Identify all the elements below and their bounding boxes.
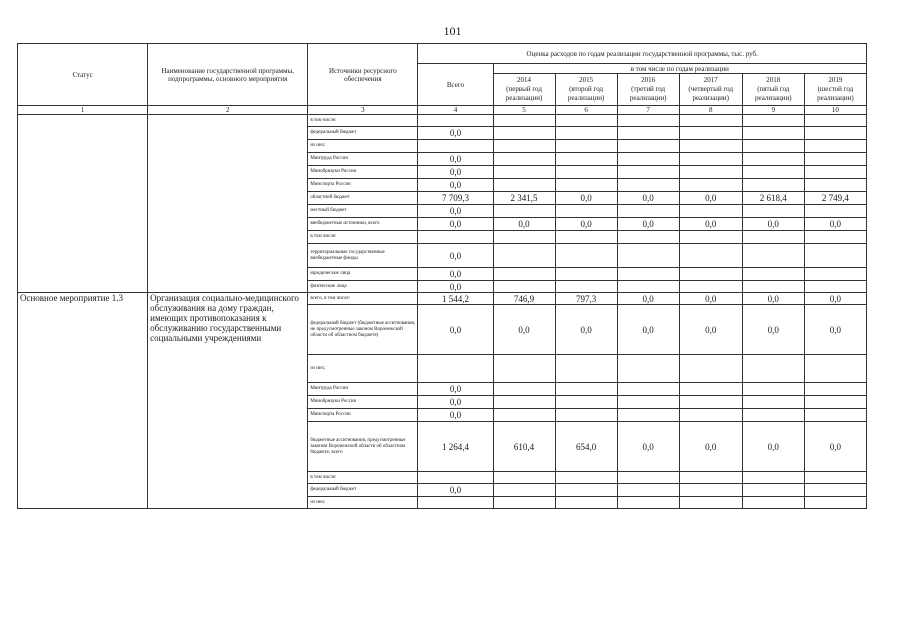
year-value-cell: 0,0 [617, 305, 679, 355]
year-value-cell [493, 396, 555, 409]
year-value-cell [804, 179, 866, 192]
year-value-cell [493, 497, 555, 509]
total-value-cell: 0,0 [418, 409, 493, 422]
year-value-cell: 0,0 [742, 218, 804, 231]
source-cell: федеральный бюджет [308, 484, 418, 497]
year-value-cell [804, 205, 866, 218]
header-year-1 [493, 74, 555, 106]
year-value-cell [493, 484, 555, 497]
year-value-cell [742, 396, 804, 409]
column-number: 7 [617, 106, 679, 115]
year-value-cell [617, 383, 679, 396]
year-value-cell [555, 268, 617, 281]
year-value-cell [555, 355, 617, 383]
column-number: 8 [679, 106, 742, 115]
year-value-cell [679, 179, 742, 192]
year-value-cell [679, 383, 742, 396]
year-value-cell [493, 115, 555, 127]
year-value-cell: 2 618,4 [742, 192, 804, 205]
column-number: 4 [418, 106, 493, 115]
source-cell: из них: [308, 497, 418, 509]
year-value-cell [617, 355, 679, 383]
year-value-cell [742, 115, 804, 127]
total-value-cell [418, 140, 493, 153]
total-value-cell [418, 472, 493, 484]
total-value-cell [418, 231, 493, 244]
header-year-6 [804, 74, 866, 106]
column-number: 2 [148, 106, 308, 115]
year-value-cell [804, 355, 866, 383]
year-value-cell: 0,0 [555, 218, 617, 231]
year-value-cell [742, 472, 804, 484]
measure-status-cell: Основное мероприятие 1.3 [18, 293, 148, 509]
year-value-cell [742, 140, 804, 153]
source-cell: из них: [308, 140, 418, 153]
year-value-cell [493, 153, 555, 166]
header-year-label: (первый год реализации) [505, 85, 543, 102]
year-value-cell: 0,0 [617, 192, 679, 205]
year-value-cell [555, 472, 617, 484]
year-value-cell [679, 409, 742, 422]
total-value-cell [418, 115, 493, 127]
year-value-cell [679, 231, 742, 244]
header-year-value: 2015 [579, 76, 594, 84]
year-value-cell: 0,0 [804, 293, 866, 305]
year-value-cell [555, 140, 617, 153]
source-cell: внебюджетные источники, всего [308, 218, 418, 231]
column-number: 9 [742, 106, 804, 115]
year-value-cell [493, 231, 555, 244]
year-value-cell [804, 153, 866, 166]
year-value-cell [493, 140, 555, 153]
year-value-cell: 0,0 [679, 305, 742, 355]
year-value-cell [679, 497, 742, 509]
year-value-cell: 0,0 [493, 305, 555, 355]
year-value-cell [679, 140, 742, 153]
year-value-cell [493, 205, 555, 218]
total-value-cell: 0,0 [418, 127, 493, 140]
year-value-cell [804, 231, 866, 244]
year-value-cell [804, 244, 866, 268]
year-value-cell [617, 472, 679, 484]
year-value-cell [555, 484, 617, 497]
year-value-cell [617, 115, 679, 127]
source-cell: в том числе: [308, 472, 418, 484]
total-value-cell: 0,0 [418, 166, 493, 179]
page-number: 101 [443, 24, 462, 38]
year-value-cell [617, 153, 679, 166]
header-total: Всего [418, 64, 493, 106]
source-cell: Минтруда России [308, 383, 418, 396]
total-value-cell: 1 544,2 [418, 293, 493, 305]
total-value-cell: 0,0 [418, 205, 493, 218]
header-name: Наименование государственной программы, подпрограммы, основного мероприятия [148, 44, 308, 106]
source-cell: Минтруда России [308, 153, 418, 166]
year-value-cell: 0,0 [679, 218, 742, 231]
year-value-cell [493, 383, 555, 396]
column-number: 5 [493, 106, 555, 115]
year-value-cell [742, 268, 804, 281]
year-value-cell [679, 281, 742, 293]
year-value-cell [617, 231, 679, 244]
year-value-cell [617, 205, 679, 218]
total-value-cell: 7 709,3 [418, 192, 493, 205]
year-value-cell: 0,0 [742, 422, 804, 472]
year-value-cell [742, 281, 804, 293]
year-value-cell: 746,9 [493, 293, 555, 305]
year-value-cell [617, 396, 679, 409]
year-value-cell [617, 179, 679, 192]
year-value-cell [804, 140, 866, 153]
table-header [18, 44, 867, 115]
source-cell: в том числе: [308, 115, 418, 127]
year-value-cell [493, 166, 555, 179]
table-row [18, 293, 867, 305]
total-value-cell [418, 355, 493, 383]
year-value-cell [742, 497, 804, 509]
year-value-cell [679, 115, 742, 127]
year-value-cell: 2 341,5 [493, 192, 555, 205]
year-value-cell [493, 355, 555, 383]
year-value-cell [555, 281, 617, 293]
year-value-cell [493, 179, 555, 192]
source-cell: юридические лица [308, 268, 418, 281]
year-value-cell: 0,0 [617, 218, 679, 231]
year-value-cell [742, 231, 804, 244]
year-value-cell [679, 205, 742, 218]
year-value-cell [679, 472, 742, 484]
year-value-cell [555, 179, 617, 192]
year-value-cell: 0,0 [617, 293, 679, 305]
year-value-cell: 0,0 [742, 293, 804, 305]
source-cell: физические лица [308, 281, 418, 293]
source-cell: бюджетные ассигнования, предусмотренные законом Воронежской области об областном бюджете, всего [308, 422, 418, 472]
source-cell: всего, в том числе: [308, 293, 418, 305]
source-cell: местный бюджет [308, 205, 418, 218]
total-value-cell: 0,0 [418, 218, 493, 231]
year-value-cell [555, 153, 617, 166]
source-cell: Минспорта России [308, 179, 418, 192]
year-value-cell [804, 268, 866, 281]
header-year-value: 2014 [517, 76, 532, 84]
year-value-cell [679, 153, 742, 166]
total-value-cell: 0,0 [418, 281, 493, 293]
year-value-cell [555, 396, 617, 409]
year-value-cell: 0,0 [617, 422, 679, 472]
year-value-cell: 0,0 [679, 192, 742, 205]
year-value-cell [742, 355, 804, 383]
year-value-cell [804, 497, 866, 509]
source-cell: территориальные государственные внебюджетные фонды [308, 244, 418, 268]
year-value-cell [555, 497, 617, 509]
year-value-cell [617, 268, 679, 281]
year-value-cell [804, 383, 866, 396]
year-value-cell [493, 281, 555, 293]
header-status: Статус [18, 44, 148, 106]
year-value-cell [617, 497, 679, 509]
year-value-cell [742, 166, 804, 179]
year-value-cell: 0,0 [555, 305, 617, 355]
header-year-value: 2017 [703, 76, 718, 84]
year-value-cell [804, 115, 866, 127]
source-cell: областной бюджет [308, 192, 418, 205]
year-value-cell: 0,0 [804, 218, 866, 231]
total-value-cell: 0,0 [418, 484, 493, 497]
year-value-cell [679, 166, 742, 179]
total-value-cell: 1 264,4 [418, 422, 493, 472]
year-value-cell [555, 127, 617, 140]
name-cell [148, 115, 308, 293]
year-value-cell [555, 231, 617, 244]
year-value-cell [617, 244, 679, 268]
total-value-cell: 0,0 [418, 305, 493, 355]
total-value-cell: 0,0 [418, 383, 493, 396]
year-value-cell: 2 749,4 [804, 192, 866, 205]
header-years-group: в том числе по годам реализации [493, 64, 867, 74]
measure-name-cell: Организация социально-медицинского обслуживания на дому граждан, имеющих противопоказания к обслуживанию государственными социальными учреждениями [148, 293, 308, 509]
year-value-cell [679, 396, 742, 409]
year-value-cell [617, 140, 679, 153]
year-value-cell: 610,4 [493, 422, 555, 472]
column-number: 1 [18, 106, 148, 115]
source-cell: в том числе: [308, 231, 418, 244]
year-value-cell: 0,0 [804, 422, 866, 472]
year-value-cell [617, 409, 679, 422]
year-value-cell [742, 244, 804, 268]
year-value-cell [493, 268, 555, 281]
year-value-cell [742, 205, 804, 218]
year-value-cell [804, 396, 866, 409]
header-year-label: (пятый год реализации) [755, 85, 792, 102]
source-cell: федеральный бюджет [308, 127, 418, 140]
total-value-cell: 0,0 [418, 396, 493, 409]
total-value-cell [418, 497, 493, 509]
year-value-cell [493, 409, 555, 422]
total-value-cell: 0,0 [418, 268, 493, 281]
year-value-cell [742, 484, 804, 497]
budget-table [17, 43, 867, 509]
column-numbers-row [18, 106, 867, 115]
year-value-cell: 0,0 [679, 293, 742, 305]
year-value-cell [555, 409, 617, 422]
header-year-value: 2016 [641, 76, 656, 84]
year-value-cell [742, 179, 804, 192]
column-number: 6 [555, 106, 617, 115]
column-number: 3 [308, 106, 418, 115]
year-value-cell [555, 205, 617, 218]
header-year-label: (четвертый год реализации) [688, 85, 734, 102]
year-value-cell [679, 484, 742, 497]
total-value-cell: 0,0 [418, 179, 493, 192]
year-value-cell [804, 281, 866, 293]
table-body [18, 115, 867, 509]
status-cell [18, 115, 148, 293]
year-value-cell [742, 383, 804, 396]
source-cell: Минобрнауки России [308, 396, 418, 409]
year-value-cell [555, 244, 617, 268]
table-row [18, 115, 867, 127]
year-value-cell: 0,0 [742, 305, 804, 355]
year-value-cell [617, 127, 679, 140]
year-value-cell [742, 127, 804, 140]
source-cell: Минспорта России [308, 409, 418, 422]
year-value-cell [742, 409, 804, 422]
year-value-cell [555, 115, 617, 127]
year-value-cell: 0,0 [679, 422, 742, 472]
year-value-cell [493, 472, 555, 484]
source-cell: Минобрнауки России [308, 166, 418, 179]
year-value-cell [804, 127, 866, 140]
header-year-label: (шестой год реализации) [817, 85, 854, 102]
year-value-cell [804, 166, 866, 179]
year-value-cell [493, 244, 555, 268]
header-estimate: Оценка расходов по годам реализации государственной программы, тыс. руб. [418, 44, 867, 64]
header-year-value: 2019 [828, 76, 843, 84]
year-value-cell [617, 166, 679, 179]
header-year-label: (второй год реализации) [567, 85, 605, 102]
year-value-cell: 0,0 [493, 218, 555, 231]
year-value-cell [679, 355, 742, 383]
header-year-2 [555, 74, 617, 106]
year-value-cell [555, 166, 617, 179]
year-value-cell [679, 268, 742, 281]
total-value-cell: 0,0 [418, 153, 493, 166]
header-year-5 [742, 74, 804, 106]
year-value-cell: 0,0 [804, 305, 866, 355]
year-value-cell [804, 409, 866, 422]
year-value-cell: 654,0 [555, 422, 617, 472]
year-value-cell [804, 472, 866, 484]
year-value-cell [742, 153, 804, 166]
total-value-cell: 0,0 [418, 244, 493, 268]
source-cell: федеральный бюджет (бюджетные ассигнования, не предусмотренные законом Воронежской области об областном бюджете) [308, 305, 418, 355]
year-value-cell [679, 127, 742, 140]
year-value-cell: 0,0 [555, 192, 617, 205]
header-year-label: (третий год реализации) [629, 85, 667, 102]
header-year-3 [617, 74, 679, 106]
column-number: 10 [804, 106, 866, 115]
year-value-cell [617, 281, 679, 293]
year-value-cell [493, 127, 555, 140]
year-value-cell [555, 383, 617, 396]
source-cell: из них: [308, 355, 418, 383]
header-sources: Источники ресурсного обеспечения [308, 44, 418, 106]
year-value-cell [617, 484, 679, 497]
header-year-4 [679, 74, 742, 106]
year-value-cell [804, 484, 866, 497]
header-year-value: 2018 [766, 76, 781, 84]
year-value-cell [679, 244, 742, 268]
year-value-cell: 797,3 [555, 293, 617, 305]
